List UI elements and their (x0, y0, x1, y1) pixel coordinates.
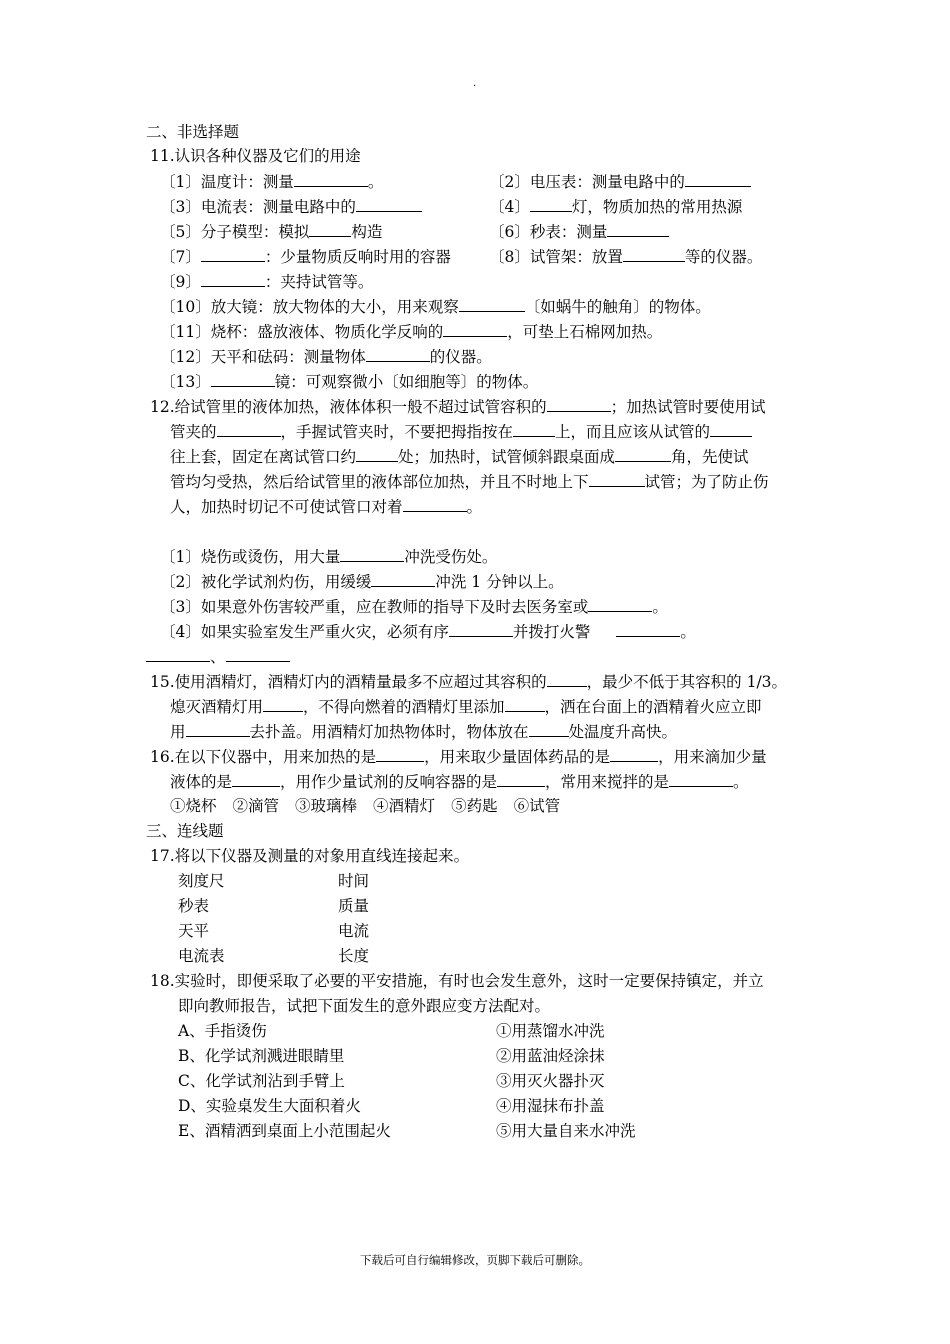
q16-option: ⑤药匙 (451, 797, 498, 815)
blank (226, 646, 290, 662)
q17-left-item: 刻度尺 (178, 872, 225, 890)
q11-item-9: 〔9〕 ：夹持试管等。 (160, 273, 374, 291)
blank (309, 221, 351, 237)
q18-left-item: E、酒精洒到桌面上小范围起火 (178, 1122, 391, 1140)
blank (211, 371, 275, 387)
blank (547, 396, 611, 412)
blank (529, 721, 569, 737)
q17-right-item: 长度 (338, 947, 370, 965)
safety-item-2: 〔2〕被化学试剂灼伤，用缓缓 冲洗 1 分钟以上。 (160, 573, 564, 591)
q11-item-12: 〔12〕天平和砝码：测量物体 的仪器。 (160, 348, 492, 366)
q11-item-3: 〔3〕电流表：测量电路中的 (160, 196, 422, 217)
q18-left-item: A、手指烫伤 (178, 1022, 267, 1040)
section-heading-3: 三、连线题 (146, 822, 224, 840)
blank (588, 596, 652, 612)
q17-right-item: 电流 (338, 922, 370, 940)
blank (449, 621, 513, 637)
q16-option: ③玻璃棒 (295, 797, 358, 815)
blank (623, 246, 685, 262)
q17-left-item: 天平 (178, 922, 210, 940)
q12-line-3: 往上套，固定在离试管口约 处；加热时，试管倾斜跟桌面成 角，先使试 (170, 448, 749, 466)
blank (589, 471, 645, 487)
q12-line-5: 人，加热时切记不可使试管口对着 。 (170, 498, 483, 516)
q16-option: ②滴管 (232, 797, 280, 815)
q18-right-item: ④用湿抹布扑盖 (496, 1097, 605, 1115)
blank (146, 646, 210, 662)
safety-item-3: 〔3〕如果意外伤害较严重，应在教师的指导下及时去医务室或 。 (160, 598, 668, 616)
blank (376, 746, 424, 762)
q16-line-2: 液体的是 ，用作少量试剂的反响容器的是 ，常用来搅拌的是 。 (170, 773, 749, 791)
q16-option: ①烧杯 (170, 797, 217, 815)
blank (340, 546, 404, 562)
blank (186, 721, 250, 737)
safety-item-1: 〔1〕烧伤或烫伤，用大量 冲洗受伤处。 (160, 548, 498, 566)
q11-item-2: 〔2〕电压表：测量电路中的 (489, 171, 751, 192)
blank (505, 696, 545, 712)
q15-line-2: 熄灭酒精灯用 ，不得向燃着的酒精灯里添加 ，洒在台面上的酒精着火应立即 (170, 698, 762, 716)
q18-right-item: ①用蒸馏水冲洗 (496, 1022, 605, 1040)
q16-line-1: 16.在以下仪器中，用来加热的是 ，用来取少量固体药品的是 ，用来滴加少量 (150, 748, 767, 766)
page-footer: 下载后可自行编辑修改，页脚下载后可删除。 (360, 1253, 590, 1267)
blank (616, 621, 680, 637)
blank (201, 271, 265, 287)
blank (294, 171, 368, 187)
q18-line-2: 即向教师报告，试把下面发生的意外跟应变方法配对。 (178, 997, 551, 1015)
q11-item-7: 〔7〕 ：少量物质反响时用的容器 (160, 248, 451, 266)
q15-line-3: 用 去扑盖。用酒精灯加热物体时，物体放在 处温度升高快。 (170, 723, 678, 741)
blank (232, 771, 280, 787)
q18-line-1: 18.实验时，即便采取了必要的平安措施，有时也会发生意外，这时一定要保持镇定，并立 (150, 972, 764, 990)
blank (710, 421, 752, 437)
blank (201, 246, 265, 262)
q11-item-4: 〔4〕 灯，物质加热的常用热源 (489, 198, 743, 216)
q18-right-item: ②用蓝油烃涂抹 (496, 1047, 605, 1065)
q11-item-8: 〔8〕试管架：放置 等的仪器。 (489, 248, 763, 266)
q12-line-1: 12.给试管里的液体加热，液体体积一般不超过试管容积的 ；加热试管时要使用试 (150, 398, 766, 416)
blank (497, 771, 545, 787)
q11-item-1: 〔1〕温度计：测量 。 (160, 173, 384, 191)
q17-left-item: 秒表 (178, 897, 210, 915)
blank (530, 196, 572, 212)
blank (669, 771, 733, 787)
q18-left-item: D、实验桌发生大面积着火 (178, 1097, 361, 1115)
blank (459, 296, 525, 312)
question-17-title: 17.将以下仪器及测量的对象用直线连接起来。 (150, 847, 470, 865)
q16-option: ⑥试管 (513, 797, 561, 815)
q18-left-item: B、化学试剂溅进眼睛里 (178, 1047, 345, 1065)
blank (685, 171, 751, 187)
blank (263, 696, 303, 712)
q18-right-item: ③用灭火器扑灭 (496, 1072, 605, 1090)
safety-item-4: 〔4〕如果实验室发生严重火灾，必须有序 并拨打火警 。 (160, 623, 696, 641)
q11-item-13: 〔13〕 镜：可观察微小〔如细胞等〕的物体。 (160, 373, 539, 391)
q11-item-11: 〔11〕烧杯：盛放液体、物质化学反响的 ，可垫上石棉网加热。 (160, 323, 663, 341)
blank (217, 421, 281, 437)
q11-item-6: 〔6〕秒表：测量 (489, 221, 669, 242)
safety-item-4-continuation: 、 (146, 646, 290, 667)
blank (356, 446, 398, 462)
q12-line-4: 管均匀受热，然后给试管里的液体部位加热，并且不时地上下 试管；为了防止伤 (170, 473, 769, 491)
q11-item-10: 〔10〕放大镜：放大物体的大小，用来观察 〔如蜗牛的触角〕的物体。 (160, 298, 711, 316)
section-heading-2: 二、非选择题 (146, 123, 240, 141)
q12-line-2: 管夹的 ，手握试管夹时，不要把拇指按在 上，而且应该从试管的 (170, 421, 752, 442)
q15-line-1: 15.使用酒精灯，酒精灯内的酒精量最多不应超过其容积的 ，最少不低于其容积的 1/3。 (150, 673, 788, 691)
q11-item-5: 〔5〕分子模型：模拟 构造 (160, 223, 383, 241)
q16-options (170, 796, 560, 816)
blank (366, 346, 430, 362)
blank (547, 671, 587, 687)
question-11-title: 11.认识各种仪器及它们的用途 (150, 147, 361, 165)
q17-right-item: 时间 (338, 872, 370, 890)
q17-right-item: 质量 (338, 897, 370, 915)
q17-left-item: 电流表 (178, 947, 225, 965)
q18-left-item: C、化学试剂沾到手臂上 (178, 1072, 345, 1090)
q18-right-item: ⑤用大量自来水冲洗 (496, 1122, 636, 1140)
blank (610, 746, 658, 762)
blank (615, 446, 671, 462)
blank (443, 321, 507, 337)
blank (607, 221, 669, 237)
top-dot: . (473, 78, 477, 89)
blank (513, 421, 555, 437)
q16-option: ④酒精灯 (373, 797, 436, 815)
blank (371, 571, 435, 587)
blank (403, 496, 467, 512)
blank (356, 196, 422, 212)
